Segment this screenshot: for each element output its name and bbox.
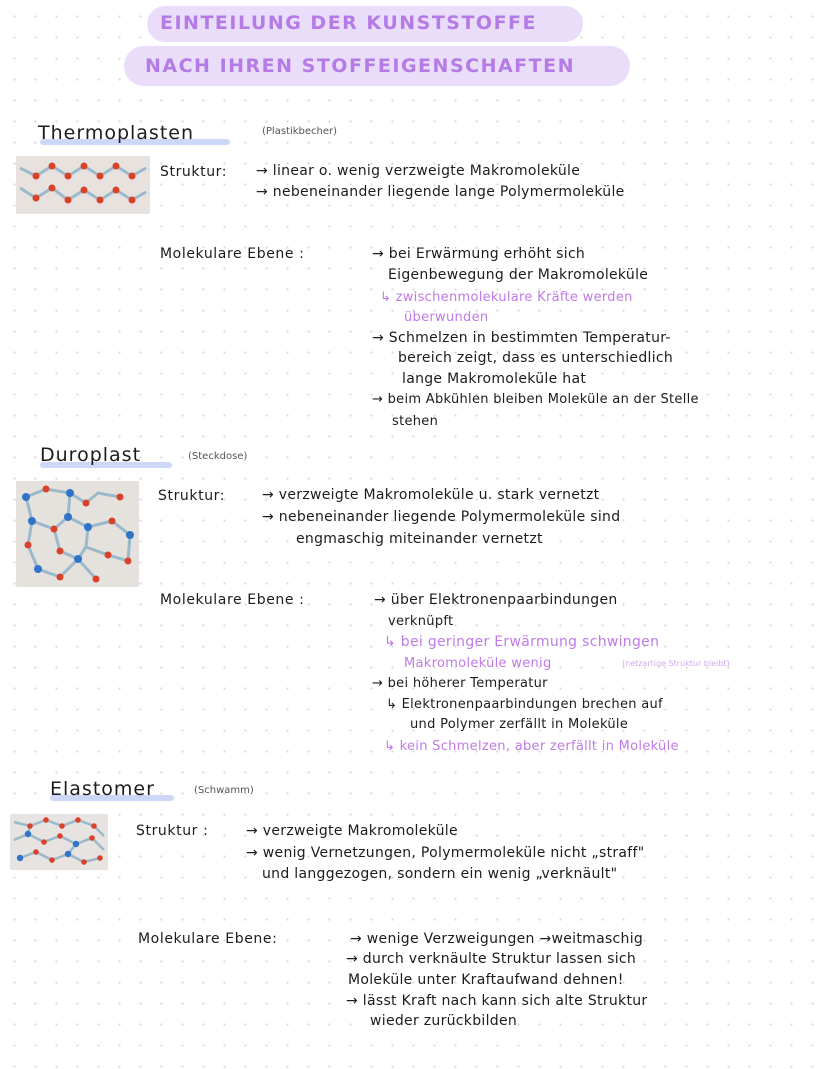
ebene-line: ↳ zwischenmolekulare Kräfte werden [380,290,633,305]
ebene-line: verknüpft [388,614,454,629]
section-note: (Plastikbecher) [262,126,338,137]
ebene-label: Molekulare Ebene: [138,931,278,947]
struktur-label: Struktur: [158,488,226,504]
ebene-line: ↳ kein Schmelzen, aber zerfällt in Moleküle [384,739,679,754]
ebene-line: → bei höherer Temperatur [372,676,548,691]
page-title-line2: NACH IHREN STOFFEIGENSCHAFTEN [145,55,575,77]
struktur-line: und langgezogen, sondern ein wenig „verknäult" [262,866,618,882]
ebene-line: ↳ bei geringer Erwärmung schwingen [384,634,660,650]
ebene-line: → lässt Kraft nach kann sich alte Struktur [346,993,648,1009]
struktur-line: → verzweigte Makromoleküle u. stark vernetzt [262,487,600,503]
elastomer-model-image [10,814,108,870]
ebene-line: → Schmelzen in bestimmten Temperatur- [372,330,671,346]
struktur-line: → nebeneinander liegende Polymermoleküle sind [262,509,621,525]
struktur-line: → wenig Vernetzungen, Polymermoleküle nicht „straff" [246,845,645,861]
struktur-line: engmaschig miteinander vernetzt [296,531,543,547]
ebene-line: bereich zeigt, dass es unterschiedlich [398,350,674,366]
ebene-line: → durch verknäulte Struktur lassen sich [346,951,637,967]
struktur-line: → linear o. wenig verzweigte Makromoleküle [256,163,581,179]
ebene-line: lange Makromoleküle hat [402,371,587,387]
struktur-line: → verzweigte Makromoleküle [246,823,458,839]
struktur-label: Struktur: [160,164,228,180]
ebene-line: stehen [392,414,439,429]
ebene-line: wieder zurückbilden [370,1013,518,1029]
section-title-elastomer: Elastomer [50,778,155,800]
ebene-line: ↳ Elektronenpaarbindungen brechen auf [386,697,663,712]
duroplast-model-image [16,481,139,587]
ebene-label: Molekulare Ebene : [160,246,305,262]
ebene-line: überwunden [404,310,489,325]
section-note: (Schwamm) [194,785,254,796]
page-title-line1: EINTEILUNG DER KUNSTSTOFFE [160,12,538,34]
struktur-line: → nebeneinander liegende lange Polymermoleküle [256,184,625,200]
ebene-line: Eigenbewegung der Makromoleküle [388,267,649,283]
ebene-line: → über Elektronenpaarbindungen [374,592,618,608]
ebene-label: Molekulare Ebene : [160,592,305,608]
ebene-line: Moleküle unter Kraftaufwand dehnen! [348,972,624,988]
thermoplast-model-image [16,156,150,214]
ebene-line: → wenige Verzweigungen →weitmaschig [350,931,644,947]
ebene-aside-note: (netzartige Struktur bleibt) [622,659,730,668]
ebene-line: Makromoleküle wenig [404,656,552,671]
struktur-label: Struktur : [136,823,209,839]
section-title-duroplast: Duroplast [40,444,142,466]
ebene-line: → bei Erwärmung erhöht sich [372,246,586,262]
ebene-line: und Polymer zerfällt in Moleküle [410,717,629,732]
ebene-line: → beim Abkühlen bleiben Moleküle an der Stelle [372,392,699,407]
section-note: (Steckdose) [188,451,248,462]
section-title-thermoplasten: Thermoplasten [38,122,195,144]
